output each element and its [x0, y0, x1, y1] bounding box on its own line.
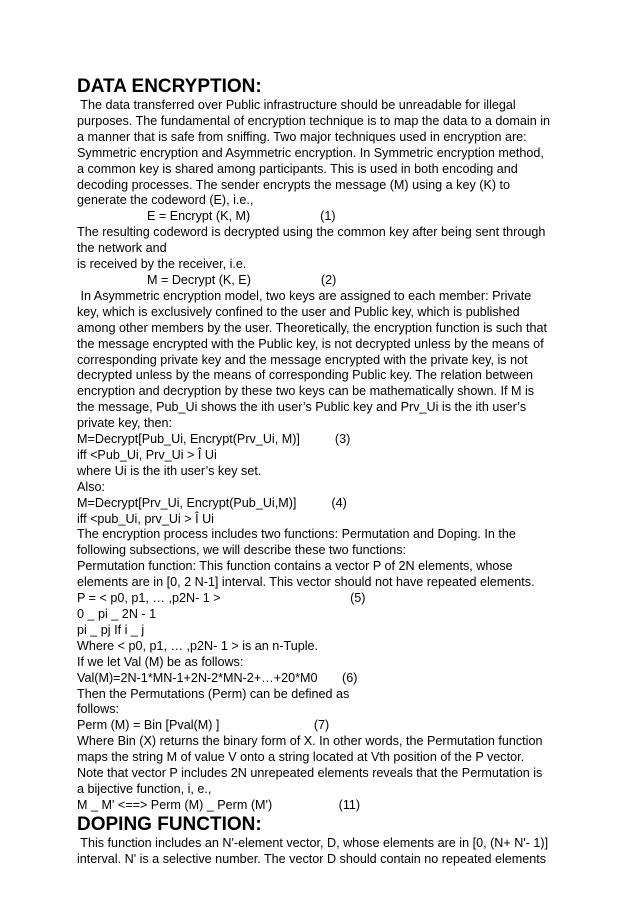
text-line: In Asymmetric encryption model, two keys are assigned to each member: Private [77, 288, 532, 303]
text-line: private key, then: [77, 416, 172, 431]
text-line: interval. N' is a selective number. The vector D should contain no repeated elements [77, 851, 547, 866]
text-line: Permutation function: This function contains a vector P of 2N elements, whose [77, 559, 513, 574]
text-line: key, which is exclusively confined to the user and Public key, which is published [77, 304, 520, 319]
text-line: encryption and decryption by these two keys can be mathematically shown. If M is [77, 384, 535, 399]
text-line: If we let Val (M) be as follows: [77, 654, 244, 669]
text-line: the message, Pub_Ui shows the ith user’s Public key and Prv_Ui is the ith user’s [77, 400, 527, 415]
text-line: The encryption process includes two functions: Permutation and Doping. In the [77, 527, 516, 542]
text-line: E = Encrypt (K, M) (1) [77, 209, 336, 224]
text-line: a common key is shared among participants. This is used in both encoding and [77, 161, 518, 176]
text-line: maps the string M of value V onto a string located at Vth position of the P vector. [77, 750, 525, 765]
text-line: following subsections, we will describe these two functions: [77, 543, 406, 558]
text-line: Where Bin (X) returns the binary form of X. In other words, the Permutation function [77, 734, 543, 749]
text-line: elements are in [0, 2 N-1] interval. This vector should not have repeated elements. [77, 575, 535, 590]
text-line: 0 _ pi _ 2N - 1 [77, 607, 157, 621]
text-line: is received by the receiver, i.e. [77, 257, 247, 272]
text-line: The resulting codeword is decrypted using the common key after being sent through [77, 225, 546, 240]
text-line: a manner that is safe from sniffing. Two major techniques used in encryption are: [77, 129, 527, 144]
page-content [77, 76, 557, 868]
text-line: pi _ pj If i _ j [77, 622, 145, 637]
text-line: Then the Permutations (Perm) can be defined as [77, 686, 350, 701]
text-line: M = Decrypt (K, E) (2) [77, 272, 337, 287]
text-line: This function includes an N'-element vector, D, whose elements are in [0, (N+ N'- 1)] [77, 835, 549, 850]
text-line: Also: [77, 479, 105, 494]
text-line: iff <Pub_Ui, Prv_Ui > Î Ui [77, 447, 217, 462]
text-line: decoding processes. The sender encrypts the message (M) using a key (K) to [77, 177, 511, 192]
text-line: decrypted unless by the means of corresponding Public key. The relation between [77, 368, 533, 383]
text-line: corresponding private key and the message encrypted with the private key, is not [77, 352, 528, 367]
data-encryption-body [77, 98, 557, 814]
text-line: Val(M)=2N-1*MN-1+2N-2*MN-2+…+20*M0 (6) [77, 670, 358, 685]
text-line: Note that vector P includes 2N unrepeated elements reveals that the Permutation is [77, 766, 543, 781]
text-line: M _ M' <==> Perm (M) _ Perm (M') (11) [77, 797, 361, 812]
text-line: among other members by the user. Theoretically, the encryption function is such that [77, 320, 547, 335]
text-line: follows: [77, 702, 119, 717]
text-line: Where < p0, p1, … ,p2N- 1 > is an n-Tuple. [77, 638, 319, 653]
section-title-data-encryption: DATA ENCRYPTION: [77, 76, 262, 97]
text-line: the network and [77, 241, 167, 256]
doping-function-body [77, 836, 557, 868]
text-line: purposes. The fundamental of encryption technique is to map the data to a domain in [77, 113, 551, 128]
text-line: a bijective function, i, e., [77, 781, 212, 796]
text-line: M=Decrypt[Prv_Ui, Encrypt(Pub_Ui,M)] (4) [77, 495, 347, 510]
text-line: The data transferred over Public infrastructure should be unreadable for illegal [77, 98, 516, 112]
text-line: generate the codeword (E), i.e., [77, 193, 254, 208]
text-line: P = < p0, p1, … ,p2N- 1 > (5) [77, 591, 366, 606]
text-line: Perm (M) = Bin [Pval(M) ] (7) [77, 718, 330, 733]
text-line: the message encrypted with the Public key, is not decrypted unless by the means of [77, 336, 544, 351]
text-line: M=Decrypt[Pub_Ui, Encrypt(Prv_Ui, M)] (3) [77, 432, 351, 447]
text-line: where Ui is the ith user’s key set. [77, 463, 262, 478]
text-line: iff <pub_Ui, prv_Ui > Î Ui [77, 511, 214, 526]
section-title-doping-function: DOPING FUNCTION: [77, 813, 262, 835]
text-line: Symmetric encryption and Asymmetric encryption. In Symmetric encryption method, [77, 145, 544, 160]
